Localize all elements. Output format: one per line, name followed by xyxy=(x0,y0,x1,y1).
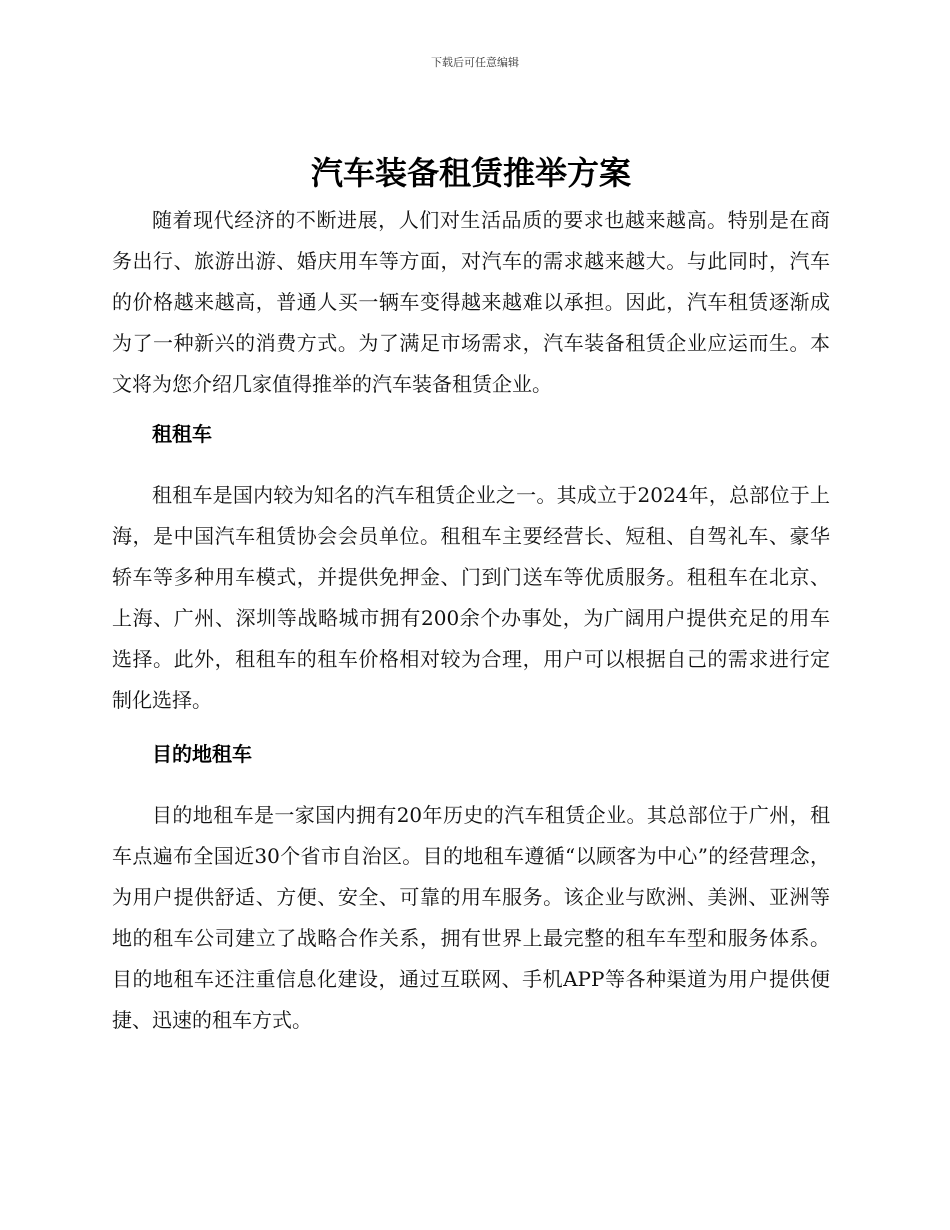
document-body xyxy=(112,146,830,1041)
section-mudidi xyxy=(112,739,830,1041)
section-heading: 租租车 xyxy=(152,422,212,446)
section-heading: 目的地租车 xyxy=(152,742,252,766)
document-title: 汽车装备租赁推举方案 xyxy=(310,154,631,192)
section-zuzuche xyxy=(112,419,830,721)
section-paragraph: 目的地租车是一家国内拥有20年历史的汽车租赁企业。其总部位于广州，租车点遍布全国近30个省市自治区。目的地租车遵循“以顾客为中心”的经营理念，为用户提供舒适、方便、安全、可靠的用车服务。该企业与欧洲、美洲、亚洲等地的租车公司建立了战略合作关系，拥有世界上最完整的租车车型和服务体系。目的地租车还注重信息化建设，通过互联网、手机APP等各种渠道为用户提供便捷、迅速的租车方式。 xyxy=(112,803,830,1032)
section-paragraph: 租租车是国内较为知名的汽车租赁企业之一。其成立于2024年，总部位于上海，是中国汽车租赁协会会员单位。租租车主要经营长、短租、自驾礼车、豪华轿车等多种用车模式，并提供免押金、门到门送车等优质服务。租租车在北京、上海、广州、深圳等战略城市拥有200余个办事处，为广阔用户提供充足的用车选择。此外，租租车的租车价格相对较为合理，用户可以根据自己的需求进行定制化选择。 xyxy=(112,483,830,712)
page-header-note: 下载后可任意编辑 xyxy=(431,56,519,69)
intro-paragraph: 随着现代经济的不断进展，人们对生活品质的要求也越来越高。特别是在商务出行、旅游出游、婚庆用车等方面，对汽车的需求越来越大。与此同时，汽车的价格越来越高，普通人买一辆车变得越来越难以承担。因此，汽车租赁逐渐成为了一种新兴的消费方式。为了满足市场需求，汽车装备租赁企业应运而生。本文将为您介绍几家值得推举的汽车装备租赁企业。 xyxy=(112,208,830,396)
